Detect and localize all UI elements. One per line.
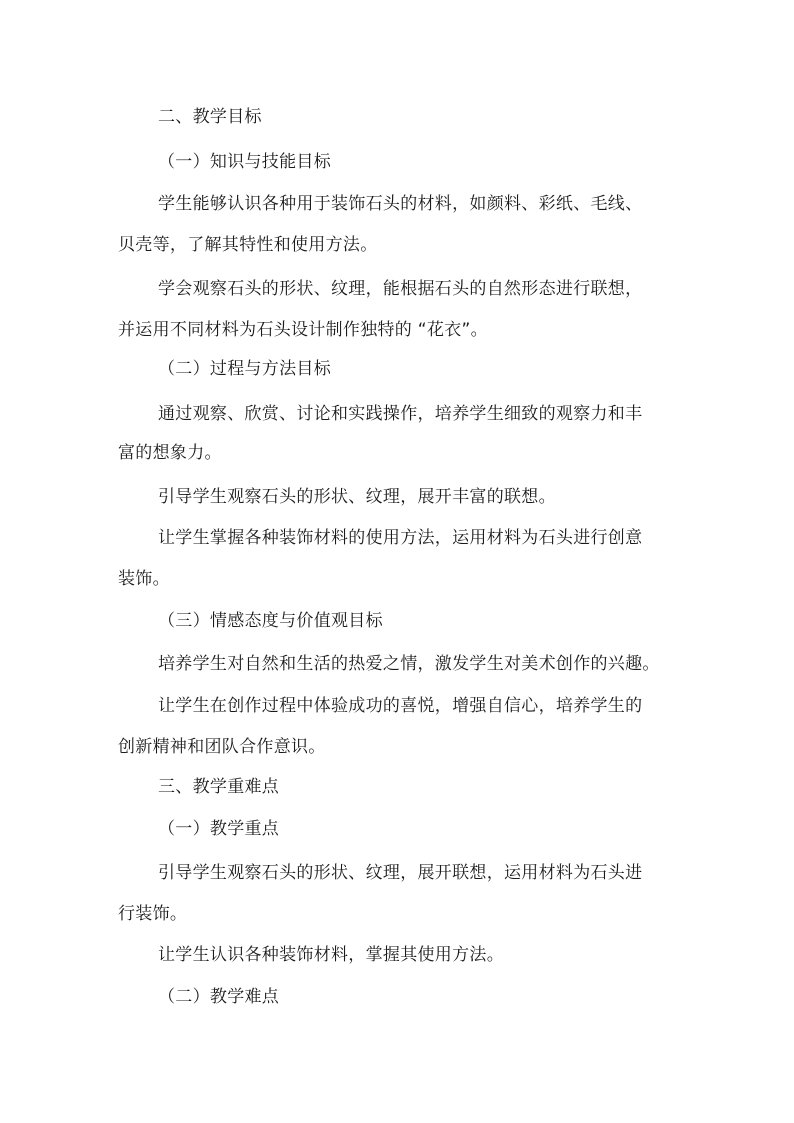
paragraph-line: 培养学生对自然和生活的热爱之情，激发学生对美术创作的兴趣。 xyxy=(158,654,660,674)
paragraph-line: 并运用不同材料为石头设计制作独特的 “花衣”。 xyxy=(118,320,488,340)
paragraph-line: 引导学生观察石头的形状、纹理，展开联想，运用材料为石头进 xyxy=(158,863,643,883)
section-heading-key-difficulties: 三、教学重难点 xyxy=(158,777,280,797)
paragraph-line: 引导学生观察石头的形状、纹理，展开丰富的联想。 xyxy=(158,487,556,507)
paragraph-line: 装饰。 xyxy=(118,569,170,589)
paragraph-line: 学生能够认识各种用于装饰石头的材料，如颜料、彩纸、毛线、 xyxy=(158,194,643,214)
paragraph-line: 让学生在创作过程中体验成功的喜悦，增强自信心，培养学生的 xyxy=(158,696,643,716)
paragraph-line: 贝壳等，了解其特性和使用方法。 xyxy=(118,235,378,255)
subheading-attitude-values: （三）情感态度与价值观目标 xyxy=(158,611,383,631)
subheading-knowledge-skills: （一）知识与技能目标 xyxy=(158,152,331,172)
paragraph-line: 创新精神和团队合作意识。 xyxy=(118,737,326,757)
paragraph-line: 让学生掌握各种装饰材料的使用方法，运用材料为石头进行创意 xyxy=(158,528,643,548)
paragraph-line: 让学生认识各种装饰材料，掌握其使用方法。 xyxy=(158,945,504,965)
subheading-difficulties: （二）教学难点 xyxy=(158,987,280,1007)
subheading-key-points: （一）教学重点 xyxy=(158,819,280,839)
paragraph-line: 通过观察、欣赏、讨论和实践操作，培养学生细致的观察力和丰 xyxy=(158,404,643,424)
paragraph-line: 学会观察石头的形状、纹理，能根据石头的自然形态进行联想， xyxy=(158,279,643,299)
subheading-process-method: （二）过程与方法目标 xyxy=(158,359,331,379)
paragraph-line: 行装饰。 xyxy=(118,904,188,924)
paragraph-line: 富的想象力。 xyxy=(118,443,222,463)
section-heading-teaching-goals: 二、教学目标 xyxy=(158,107,262,127)
